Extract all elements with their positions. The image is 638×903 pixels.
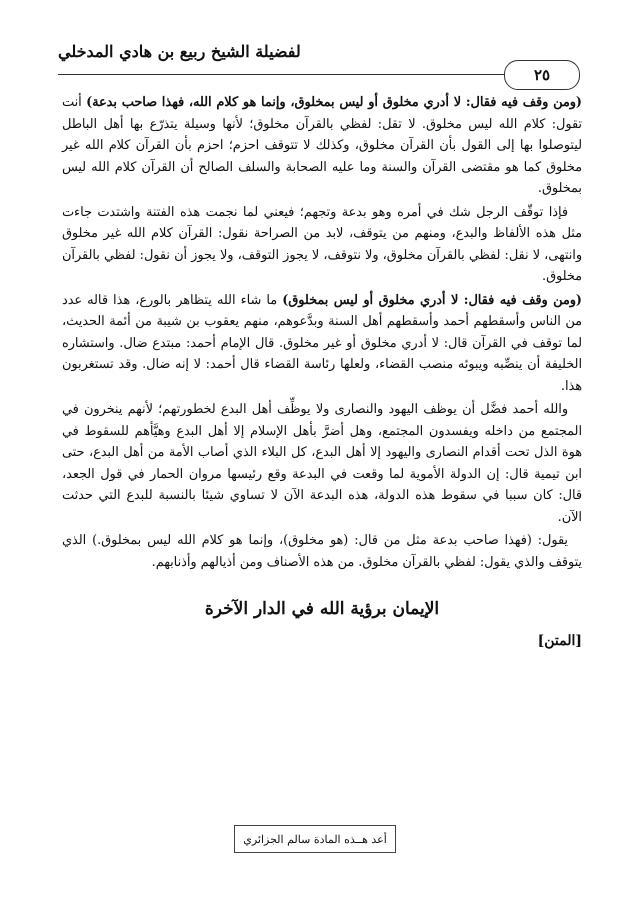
quoted-text: (ومن وقف فيه فقال: لا أدري مخلوق أو ليس بمخلوق) bbox=[282, 292, 582, 308]
footer-credit: أعد هــذه المادة سالم الجزائري bbox=[234, 825, 396, 853]
page-header bbox=[58, 40, 582, 90]
paragraph-1 bbox=[62, 92, 582, 200]
quoted-text: (ومن وقف فيه فقال: لا أدري مخلوق أو ليس بمخلوق، وإنما هو كلام الله، فهذا صاحب بدعة) bbox=[86, 95, 582, 110]
paragraph-text: ما شاء الله يتظاهر بالورع، هذا قاله عدد من الناس وأسقطهم أحمد وأسقطهم أهل السنة وبدَّعوهم، منهم يعقوب بن شيبة من أئمة الحديث، لما توقف في القرآن قال: لا أدري مخلوق أو غير مخلوق. قال الإمام أحمد: مبتدع ضال. واستشاره الخليفة أن ينصِّبه ويبوئه منصب القضاء، ولعلها رئاسة القضاء قال أحمد: لا إنه ضال. وقد تستغربون هذا. bbox=[62, 292, 582, 394]
paragraph-text: أنت تقول: كلام الله ليس مخلوق. لا تقل: لفظي بالقرآن مخلوق؛ لأنها وسيلة يتذرّع بها أهل الباطل ليتوصلوا بها إلى القول بأن القرآن مخلوق، وكذلك لا تتوقف احزم؛ احزم بأن القرآن كلام الله غير مخلوق كما هو مقتضى القرآن والسنة وما عليه الصحابة والسلف الصالح أن القرآن كلام الله ليس بمخلوق. bbox=[62, 95, 582, 196]
paragraph-5 bbox=[62, 530, 582, 573]
paragraph-text: والله أحمد فضَّل أن يوظف اليهود والنصارى ولا يوظِّف أهل البدع لخطورتهم؛ لأنهم ينخرون في المجتمع من داخله ويفسدون المجتمع، وهل أضرَّ بأهل الإسلام إلا أهل البدع وهيَّأهم للسقوط في هوة الذل تحت أقدام النصارى واليهود إلا أهل البدع، كل البلاء الذي أصاب الأمة من أهل البدع، حتى ابن تيمية قال: إن الدولة الأموية لما وقعت في البدعة وقع رئيسها مروان الحمار في قول الجعد، قال: كان سببا في سقوط هذه الدولة، هذه البدعة الآن لا تساوي شيئا بالنسبة للبدع التي حدثت الآن. bbox=[62, 402, 582, 525]
page-number-badge: ٢٥ bbox=[504, 60, 580, 90]
matn-label: [المتن] bbox=[537, 632, 582, 649]
header-rule bbox=[58, 74, 506, 75]
header-title: لفضيلة الشيخ ربيع بن هادي المدخلي bbox=[58, 42, 301, 61]
paragraph-4 bbox=[62, 399, 582, 528]
page-body bbox=[62, 92, 582, 652]
paragraph-text: يقول: (فهذا صاحب بدعة مثل من قال: (هو مخلوق)، وإنما هو كلام الله ليس بمخلوق.) الذي يتوقف والذي يقول: لفظي بالقرآن مخلوق. من هذه الأصناف ومن أذيالهم وأذنابهم. bbox=[62, 533, 582, 570]
paragraph-3 bbox=[62, 290, 582, 398]
paragraph-2 bbox=[62, 202, 582, 288]
paragraph-text: فإذا توقّف الرجل شك في أمره وهو بدعة وتجهم؛ فيعني لما نجمت هذه الفتنة واشتدت جاءت مثل هذه الألفاظ والبدع، ومنهم من يتوقف، لابد من الصراحة نقول: القرآن كلام الله غير مخلوق وانتهى، لا نقل: لفظي بالقرآن مخلوق، ولا نتوقف، لا يجوز التوقف، ولا يجوز أن نقول: لفظي بالقرآن مخلوق. bbox=[62, 204, 582, 284]
section-heading: الإيمان برؤية الله في الدار الآخرة bbox=[204, 599, 440, 619]
